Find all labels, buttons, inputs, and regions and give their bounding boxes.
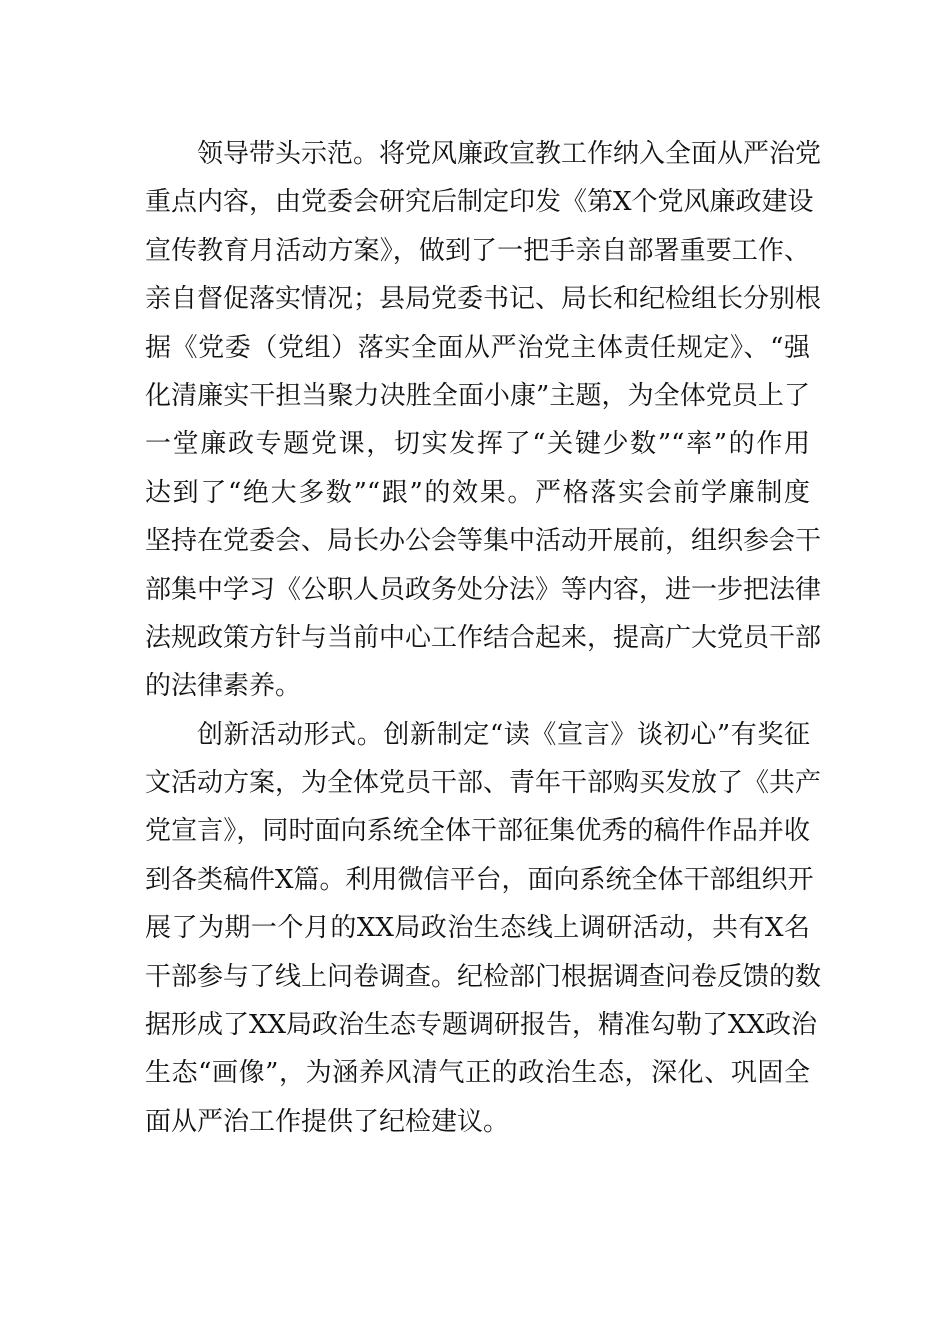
paragraph-line: 重点内容，由党委会研究后制定印发《第X个党风廉政建设 xyxy=(145,187,814,218)
paragraph-line: 达到了“绝大多数”“跟”的效果。严格落实会前学廉制度 xyxy=(145,477,810,508)
paragraph-line: 坚持在党委会、局长办公会等集中活动开展前，组织参会干 xyxy=(145,526,822,557)
paragraph-line: 干部参与了线上问卷调查。纪检部门根据调查问卷反馈的数 xyxy=(145,961,822,992)
paragraph-line: 亲自督促落实情况；县局党委书记、局长和纪检组长分别根 xyxy=(145,284,822,315)
paragraph-line: 生态“画像”，为涵养风清气正的政治生态，深化、巩固全 xyxy=(145,1058,810,1089)
paragraph-line: 法规政策方针与当前中心工作结合起来，提高广大党员干部 xyxy=(145,622,822,653)
document-body xyxy=(145,130,822,1146)
paragraph-line: 宣传教育月活动方案》，做到了一把手亲自部署重要工作、 xyxy=(145,235,810,266)
paragraph-line: 展了为期一个月的XX局政治生态线上调研活动，共有X名 xyxy=(145,913,810,944)
paragraph-leadership xyxy=(145,130,822,711)
paragraph-line: 一堂廉政专题党课，切实发挥了“关键少数”“率”的作用 xyxy=(145,429,810,460)
paragraph-line: 据形成了XX局政治生态专题调研报告，精准勾勒了XX政治 xyxy=(145,1010,818,1041)
paragraph-line: 的法律素养。 xyxy=(145,671,302,702)
paragraph-line: 据《党委（党组）落实全面从严治党主体责任规定》、“强 xyxy=(145,332,810,363)
paragraph-line: 面从严治工作提供了纪检建议。 xyxy=(145,1106,510,1137)
paragraph-line: 化清廉实干担当聚力决胜全面小康”主题，为全体党员上了 xyxy=(145,380,810,411)
paragraph-line: 文活动方案，为全体党员干部、青年干部购买发放了《共产 xyxy=(145,768,822,799)
paragraph-line: 到各类稿件X篇。利用微信平台，面向系统全体干部组织开 xyxy=(145,864,814,895)
paragraph-line: 创新活动形式。创新制定“读《宣言》谈初心”有奖征 xyxy=(197,719,810,750)
paragraph-line: 部集中学习《公职人员政务处分法》等内容，进一步把法律 xyxy=(145,574,822,605)
paragraph-innovation xyxy=(145,711,822,1147)
paragraph-line: 领导带头示范。将党风廉政宣教工作纳入全面从严治党 xyxy=(197,139,822,169)
paragraph-line: 党宣言》，同时面向系统全体干部征集优秀的稿件作品并收 xyxy=(145,816,810,847)
